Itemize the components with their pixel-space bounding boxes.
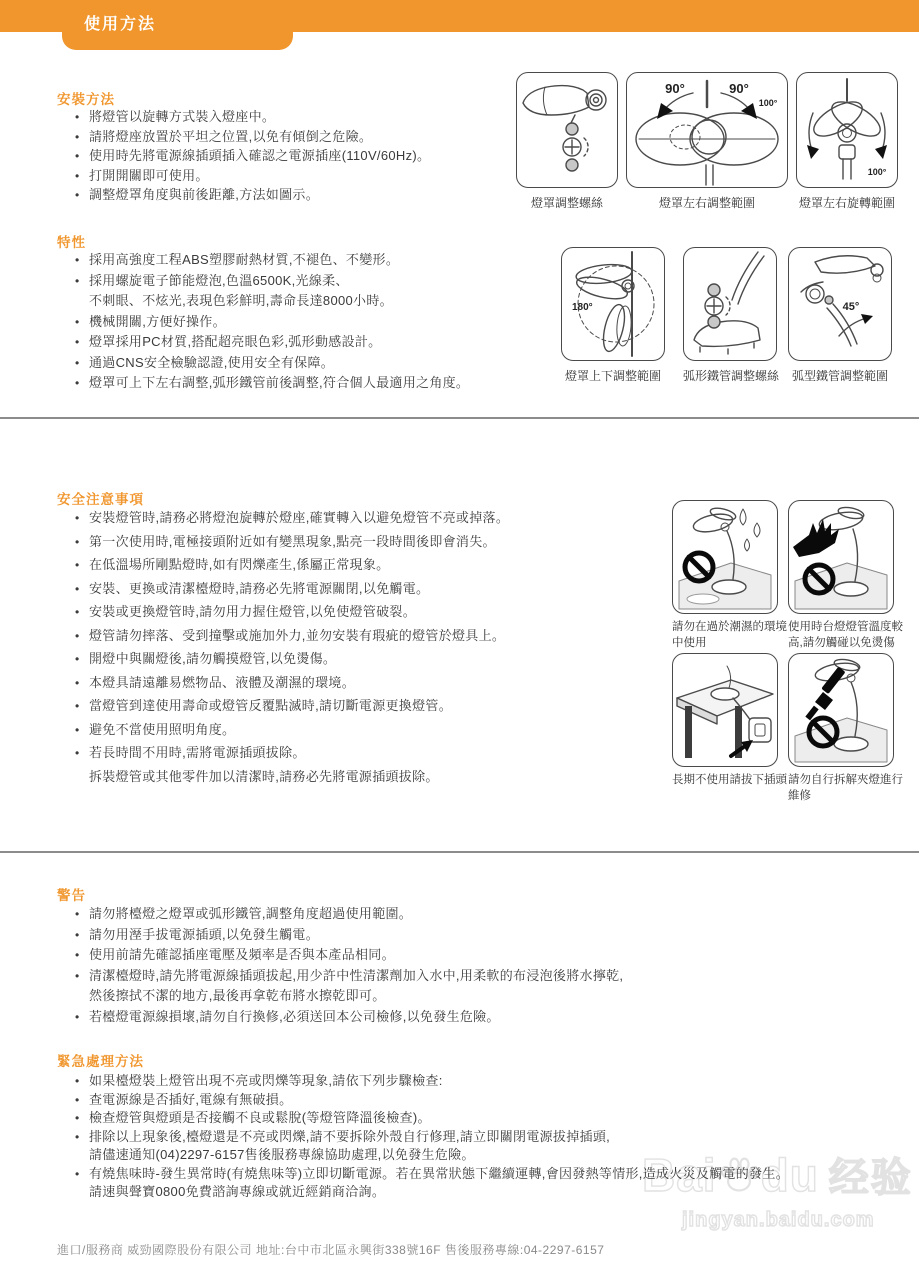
safety-list xyxy=(74,511,509,793)
watermark-brand-left: Bai xyxy=(642,1148,717,1201)
warning-list xyxy=(74,907,623,1030)
section-tab xyxy=(62,0,293,50)
hand-icon xyxy=(793,519,839,557)
bullet-item: • 請將燈座放置於平坦之位置,以免有傾倒之危險。 xyxy=(74,130,430,144)
tab-title: 使用方法 xyxy=(84,16,157,33)
bullet-item: • 本燈具請遠離易燃物品、液體及潮濕的環境。 xyxy=(74,676,509,690)
bullet-item: • 開燈中與關燈後,請勿觸摸燈管,以免燙傷。 xyxy=(74,652,509,666)
arc-tube-45-drawing xyxy=(789,248,891,360)
figure-caption: 燈罩上下調整範圍 xyxy=(564,369,661,383)
bullet-item: • 機械開關,方便好操作。 xyxy=(74,315,469,329)
figure-no-disassemble xyxy=(788,653,904,804)
bullet-item: • 當燈管到達使用壽命或燈管反覆點滅時,請切斷電源更換燈管。 xyxy=(74,699,509,713)
shade-rotation-drawing xyxy=(797,73,897,187)
figure-unplug xyxy=(672,653,788,788)
divider-line xyxy=(0,417,919,419)
figure-caption: 請勿自行拆解夾燈進行維修 xyxy=(788,774,903,802)
figure-caption: 弧形鐵管調整螺絲 xyxy=(683,369,780,383)
shade-up-down-drawing xyxy=(562,248,664,360)
heading-safety: 安全注意事項 xyxy=(57,492,144,507)
figure-caption: 請勿在過於潮濕的環境中使用 xyxy=(672,621,787,649)
heading-install: 安裝方法 xyxy=(57,92,115,107)
bullet-item-continued: 請速與聲寶0800免費諮詢專線或就近經銷商洽詢。 xyxy=(89,1184,386,1199)
bullet-item: • 採用高強度工程ABS塑膠耐熱材質,不褪色、不變形。 xyxy=(74,253,469,267)
bullet-item: • 清潔檯燈時,請先將電源線插頭拔起,用少許中性清潔劑加入水中,用柔軟的布浸泡後將水擰乾, xyxy=(74,969,623,983)
watermark-brand-right: du xyxy=(760,1148,819,1201)
bullet-item: • 查電源線是否插好,電線有無破損。 xyxy=(74,1093,789,1107)
divider-line xyxy=(0,851,919,853)
bullet-item: • 避免不當使用照明角度。 xyxy=(74,723,509,737)
unplug-drawing xyxy=(673,654,777,766)
figure-arc-tube-range xyxy=(788,247,892,384)
figure-no-touch-hot xyxy=(788,500,904,651)
bullet-item: • 打開開關即可使用。 xyxy=(74,169,430,183)
bullet-item: • 採用螺旋電子節能燈泡,色溫6500K,光線柔、 xyxy=(74,274,469,288)
figure-shade-screw xyxy=(516,72,618,211)
heading-warning: 警告 xyxy=(57,888,86,903)
figure-no-moisture xyxy=(672,500,788,651)
emergency-list xyxy=(74,1074,789,1204)
lamp-head-screws-drawing xyxy=(517,73,617,187)
bullet-item: • 請勿用溼手拔電源插頭,以免發生觸電。 xyxy=(74,928,623,942)
deg-label: 90° xyxy=(665,81,685,96)
screwdriver-icon xyxy=(805,667,845,721)
bullet-item: • 若檯燈電源線損壞,請勿自行換修,必須送回本公司檢修,以免發生危險。 xyxy=(74,1010,623,1024)
bullet-item: • 檢查燈管與燈頭是否接觸不良或鬆脫(等燈管降溫後檢查)。 xyxy=(74,1111,789,1125)
deg-label: 45° xyxy=(842,301,860,313)
bullet-item: • 若長時間不用時,需將電源插頭拔除。 xyxy=(74,746,509,760)
bullet-item: • 使用時先將電源線插頭插入確認之電源插座(110V/60Hz)。 xyxy=(74,149,430,163)
figure-arc-tube-screw xyxy=(683,247,779,384)
figure-caption: 燈罩調整螺絲 xyxy=(530,196,603,210)
figure-caption: 使用時台燈燈管溫度較高,請勿觸碰以免燙傷 xyxy=(788,621,903,649)
figure-caption: 弧型鐵管調整範圍 xyxy=(791,369,888,383)
deg-label: 100° xyxy=(758,98,778,108)
bullet-item: • 在低溫場所剛點燈時,如有閃爍產生,係屬正常現象。 xyxy=(74,558,509,572)
install-list xyxy=(74,110,430,208)
no-repair-drawing xyxy=(789,654,893,766)
bullet-item: • 調整燈罩角度與前後距離,方法如圖示。 xyxy=(74,188,430,202)
wet-environment-drawing xyxy=(673,501,777,613)
figure-shade-rotate-range xyxy=(796,72,898,211)
figure-caption: 燈罩左右調整範圍 xyxy=(658,196,755,210)
deg-label: 180° xyxy=(572,302,593,313)
bullet-item: • 燈罩採用PC材質,搭配超亮眼色彩,弧形動感設計。 xyxy=(74,335,469,349)
bullet-item: • 使用前請先確認插座電壓及頻率是否與本產品相同。 xyxy=(74,948,623,962)
bullet-item: • 通過CNS安全檢驗認證,使用安全有保障。 xyxy=(74,356,469,370)
watermark-url: jingyan.baidu.com xyxy=(682,1209,875,1231)
bullet-item: • 有燒焦味時-發生異常時(有燒焦味等)立即切斷電源。若在異常狀態下繼續運轉,會因發熱等情形,造成火災及觸電的發生。 xyxy=(74,1167,789,1181)
bullet-item-continued: 然後擦拭不潔的地方,最後再拿乾布將水擦乾即可。 xyxy=(89,988,386,1003)
heading-emergency: 緊急處理方法 xyxy=(57,1054,144,1069)
figure-shade-lr-range xyxy=(626,72,788,211)
bullet-item-continued: 拆裝燈管或其他零件加以清潔時,請務必先將電源插頭拔除。 xyxy=(89,768,439,784)
bullet-item: • 如果檯燈裝上燈管出現不亮或閃爍等現象,請依下列步驟檢查: xyxy=(74,1074,789,1088)
features-list xyxy=(74,253,469,397)
bullet-item-continued: 不刺眼、不炫光,表現色彩鮮明,壽命長達8000小時。 xyxy=(89,293,393,308)
bullet-item: • 燈管請勿摔落、受到撞擊或施加外力,並勿安裝有瑕疵的燈管於燈具上。 xyxy=(74,629,509,643)
bullet-item: • 燈罩可上下左右調整,弧形鐵管前後調整,符合個人最適用之角度。 xyxy=(74,376,469,390)
heading-features: 特性 xyxy=(57,235,86,250)
bullet-item-continued: 請儘速通知(04)2297-6157售後服務專線協助處理,以免發生危險。 xyxy=(89,1147,475,1162)
deg-label: 90° xyxy=(729,81,749,96)
figure-caption: 燈罩左右旋轉範圍 xyxy=(798,196,895,210)
bullet-item: • 將燈管以旋轉方式裝入燈座中。 xyxy=(74,110,430,124)
figure-shade-ud-range xyxy=(561,247,665,384)
base-screws-drawing xyxy=(684,248,776,360)
watermark-brand-cn: 经验 xyxy=(828,1156,913,1200)
deg-label: 100° xyxy=(867,167,887,177)
bullet-item: • 安裝燈管時,請務必將燈泡旋轉於燈座,確實轉入以避免燈管不亮或掉落。 xyxy=(74,511,509,525)
shade-left-right-range-drawing xyxy=(627,73,787,187)
bullet-item: • 請勿將檯燈之燈罩或弧形鐵管,調整角度超過使用範圍。 xyxy=(74,907,623,921)
bullet-item: • 安裝、更換或清潔檯燈時,請務必先將電源關閉,以免觸電。 xyxy=(74,582,509,596)
bullet-item: • 排除以上現象後,檯燈還是不亮或閃爍,請不要拆除外殼自行修理,請立即關閉電源拔掉插頭, xyxy=(74,1130,789,1144)
bullet-item: • 安裝或更換燈管時,請勿用力握住燈管,以免使燈管破裂。 xyxy=(74,605,509,619)
hot-tube-hand-drawing xyxy=(789,501,893,613)
footer-info: 進口/服務商 威勁國際股份有限公司 地址:台中市北區永興街338號16F 售後服務專線:04-2297-6157 xyxy=(57,1243,605,1257)
bullet-item: • 第一次使用時,電極接頭附近如有變黑現象,點亮一段時間後即會消失。 xyxy=(74,535,509,549)
figure-caption: 長期不使用請拔下插頭 xyxy=(672,774,787,786)
